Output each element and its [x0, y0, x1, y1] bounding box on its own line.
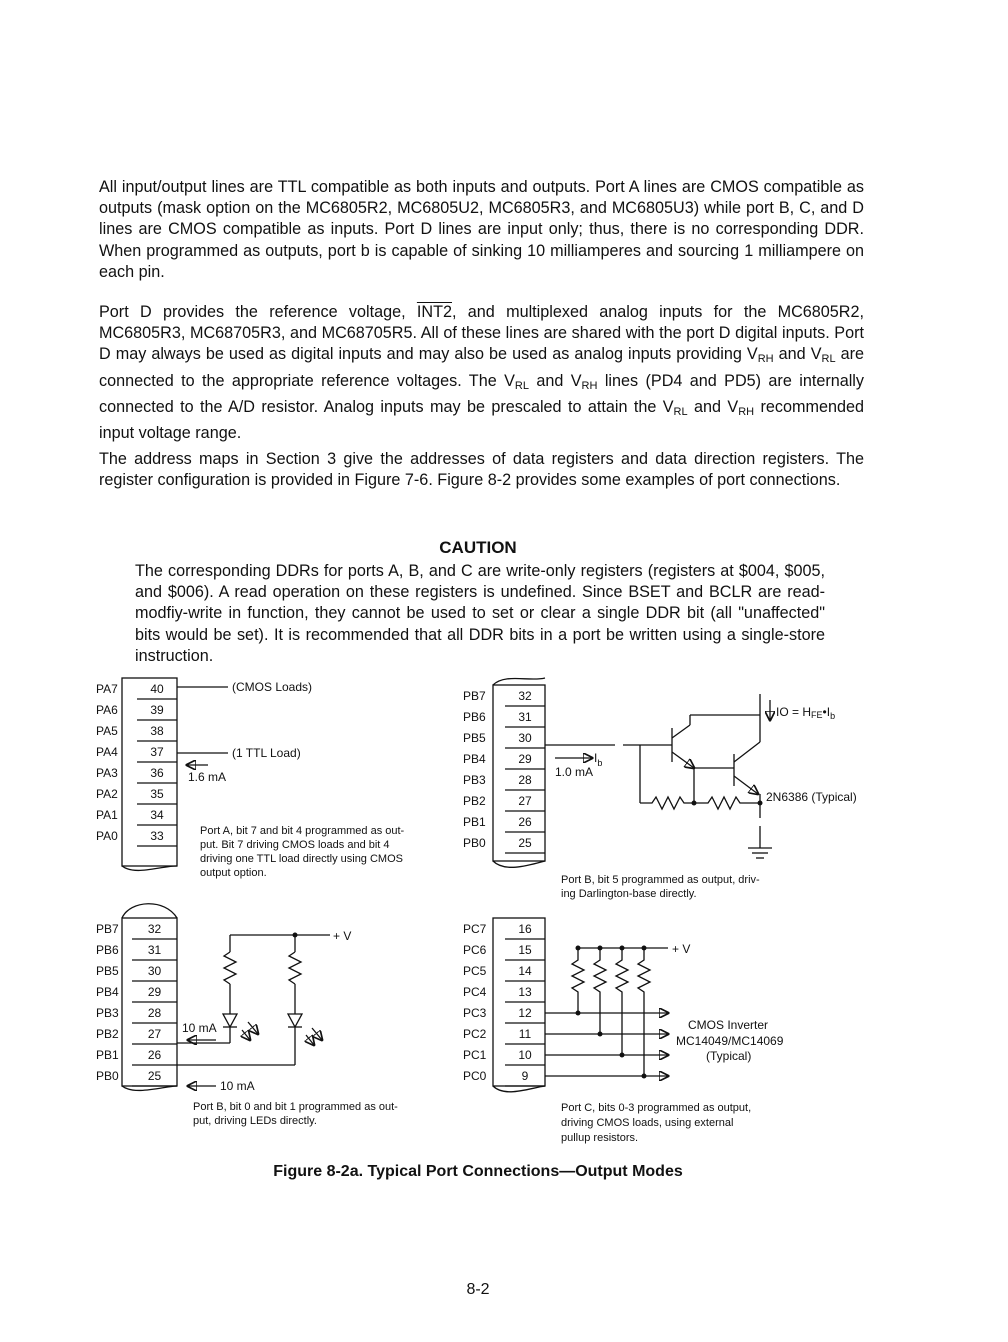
panel-port-b-leds — [96, 904, 398, 1127]
port-connections-figure — [0, 670, 1008, 1160]
port-b1-current: 1.0 mA — [555, 765, 594, 779]
pb1-pin-number: 30 — [518, 731, 532, 745]
pc-pin-number: 9 — [521, 1069, 529, 1083]
pb2-pin-number: 31 — [147, 943, 162, 957]
pc-pullup-resistor — [616, 948, 628, 1055]
pa-pin-number: 35 — [150, 787, 164, 801]
pb2-pin-number: 28 — [147, 1006, 162, 1020]
pa-port-label: PA6 — [96, 703, 118, 717]
sub-rh: RH — [581, 379, 598, 392]
pc-pullup-resistor — [572, 948, 584, 1013]
led-current-b: 10 mA — [220, 1079, 255, 1093]
pa-port-label: PA2 — [96, 787, 118, 801]
panel-c-vplus: + V — [672, 942, 691, 956]
pb1-port-label: PB7 — [463, 689, 486, 703]
pc-port-label: PC3 — [463, 1006, 487, 1020]
panel-port-c — [463, 918, 784, 1144]
led-current-a: 10 mA — [182, 1021, 217, 1035]
pb2-port-label: PB0 — [96, 1069, 119, 1083]
pa-port-label: PA3 — [96, 766, 118, 780]
inverter-label-1: CMOS Inverter — [688, 1018, 769, 1032]
pb1-port-label: PB5 — [463, 731, 486, 745]
sub-rh: RH — [738, 405, 755, 418]
pa-port-label: PA0 — [96, 829, 118, 843]
pc-pin-number: 10 — [518, 1048, 532, 1062]
pb1-port-label: PB4 — [463, 752, 486, 766]
pc-port-label: PC7 — [463, 922, 487, 936]
port-b2-note-1: Port B, bit 0 and bit 1 programmed as out- — [193, 1101, 398, 1113]
pa-port-label: PA5 — [96, 724, 118, 738]
port-a-note-2: put. Bit 7 driving CMOS loads and bit 4 — [200, 839, 390, 851]
paragraph-address-maps: The address maps in Section 3 give the addresses of data registers and data direction registers. The register configuration is provided in Figure 7-6. Figure 8-2 provides some examples of port connections. — [99, 450, 864, 490]
port-b1-note-2: ing Darlington-base directly. — [561, 888, 697, 900]
pc-port-label: PC2 — [463, 1027, 487, 1041]
panel-port-b-darlington — [463, 678, 857, 900]
pb1-pin-number: 29 — [518, 752, 532, 766]
pa-port-label: PA1 — [96, 808, 118, 822]
sub-rl: RL — [514, 379, 529, 392]
p2-text-e: and V — [528, 371, 582, 390]
page-number: 8-2 — [466, 1281, 490, 1298]
p2-text-a: Port D provides the reference voltage, — [99, 303, 417, 321]
p2-text-c: and V — [773, 345, 822, 364]
pc-pin-number: 11 — [518, 1027, 532, 1041]
pc-pullup-resistor — [638, 948, 650, 1076]
int2-signal: INT2 — [416, 303, 452, 321]
pa-pin-number: 34 — [150, 808, 164, 822]
pb1-pin-number: 28 — [518, 773, 532, 787]
p2-text-g: and V — [687, 397, 739, 416]
pa-pin-number: 37 — [150, 745, 164, 759]
p2-text-f: lines (PD4 and PD5) are internally connected to the A/D resistor. Analog inputs may be prescaled to attain the V — [99, 371, 864, 416]
pc-port-label: PC5 — [463, 964, 487, 978]
pb2-pin-number: 27 — [147, 1027, 162, 1041]
caution-text: The corresponding DDRs for ports A, B, and C are write-only registers (registers at $004, $005, and $006). A read operation on these registers is undefined. Since BSET and BCLR are read-modfiy-write in function, they cannot be used to set or clear a single DDR bit (all "unaffected" bits would be set). It is recommended that all DDR bits in a port be written using a single-store instruction. — [135, 562, 825, 665]
pb1-pin-number: 26 — [518, 815, 532, 829]
pa-pin-number: 39 — [150, 703, 164, 717]
pb1-port-label: PB1 — [463, 815, 486, 829]
pc-port-label: PC4 — [463, 985, 487, 999]
port-c-note-3: pullup resistors. — [561, 1132, 639, 1144]
pb2-pin-number: 26 — [147, 1048, 162, 1062]
port-c-note-1: Port C, bits 0-3 programmed as output, — [561, 1102, 752, 1114]
sub-rh: RH — [757, 353, 774, 366]
p2-text-b: , and multiplexed analog inputs for the MC6805R2, MC6805R3, MC68705R3, and MC68705R5. All of these lines are shared with the port D digital inputs. Port D may always be used as digital inputs and may also be used as analog inputs providing V — [99, 303, 864, 364]
pb2-port-label: PB4 — [96, 985, 119, 999]
pb1-pin-number: 31 — [518, 710, 532, 724]
port-b2-note-2: put, driving LEDs directly. — [193, 1115, 317, 1127]
pc-pullup-resistor — [594, 948, 606, 1034]
pb1-pin-number: 32 — [518, 689, 532, 703]
port-a-note-3: driving one TTL load directly using CMOS — [200, 853, 403, 865]
io-label: IO = $HFE•I_b$ — [776, 705, 836, 721]
pa-port-label: PA4 — [96, 745, 118, 759]
pb1-pin-number: 27 — [518, 794, 532, 808]
sub-rl: RL — [821, 353, 836, 366]
pa-port-label: PA7 — [96, 682, 118, 696]
pb2-port-label: PB7 — [96, 922, 119, 936]
pb2-port-label: PB1 — [96, 1048, 119, 1062]
cmos-loads-label: (CMOS Loads) — [232, 680, 313, 694]
pb1-port-label: PB2 — [463, 794, 486, 808]
pa-pin-number: 40 — [150, 682, 164, 696]
pc-pin-number: 13 — [518, 985, 532, 999]
port-a-note-4: output option. — [200, 867, 267, 879]
figure-caption: Figure 8-2a. Typical Port Connections—Output Modes — [273, 1163, 683, 1180]
pb1-port-label: PB3 — [463, 773, 486, 787]
pa-pin-number: 38 — [150, 724, 164, 738]
port-a-note-1: Port A, bit 7 and bit 4 programmed as out- — [200, 825, 405, 837]
p2-text-d: are connected to the appropriate reference voltages. The V — [99, 345, 864, 390]
pa-pin-number: 36 — [150, 766, 164, 780]
port-b1-note-1: Port B, bit 5 programmed as output, driv- — [561, 874, 760, 886]
pc-pin-number: 16 — [518, 922, 532, 936]
pb1-port-label: PB6 — [463, 710, 486, 724]
ib-label: $I_b$ — [594, 751, 603, 768]
pb2-port-label: PB6 — [96, 943, 119, 957]
pc-pin-number: 12 — [518, 1006, 532, 1020]
pb2-pin-number: 32 — [147, 922, 162, 936]
port-c-note-2: driving CMOS loads, using external — [561, 1117, 734, 1129]
pc-pin-number: 14 — [518, 964, 532, 978]
ttl-load-label: (1 TTL Load) — [232, 746, 301, 760]
pb2-pin-number: 29 — [147, 985, 162, 999]
p2-text-h: recommended input voltage range. — [99, 397, 864, 443]
pb2-pin-number: 25 — [147, 1069, 162, 1083]
caution-heading: CAUTION — [439, 538, 517, 557]
sub-rl: RL — [673, 405, 688, 418]
transistor-label: 2N6386 (Typical) — [766, 790, 857, 804]
port-a-current: 1.6 mA — [188, 770, 227, 784]
pc-port-label: PC0 — [463, 1069, 487, 1083]
pc-pin-number: 15 — [518, 943, 532, 957]
pb1-pin-number: 25 — [518, 836, 532, 850]
pb2-port-label: PB5 — [96, 964, 119, 978]
panel-b2-vplus: + V — [333, 929, 352, 943]
paragraph-port-d — [99, 302, 864, 444]
pb2-port-label: PB2 — [96, 1027, 119, 1041]
inverter-label-3: (Typical) — [706, 1049, 752, 1063]
paragraph-io-lines: All input/output lines are TTL compatible as both inputs and outputs. Port A lines are CMOS compatible as outputs (mask option on the MC6805R2, MC6805U2, MC6805R3, and MC6805U3) while port B, C, and D lines are CMOS compatible as inputs. Port D lines are input only; thus, there is no corresponding DDR. When programmed as outputs, port b is capable of sinking 10 milliamperes and sourcing 1 milliampere on each pin. — [99, 178, 864, 281]
pc-port-label: PC6 — [463, 943, 487, 957]
pb2-port-label: PB3 — [96, 1006, 119, 1020]
pc-port-label: PC1 — [463, 1048, 487, 1062]
pa-pin-number: 33 — [150, 829, 164, 843]
panel-port-a — [96, 678, 405, 879]
inverter-label-2: MC14049/MC14069 — [676, 1034, 784, 1048]
pb2-pin-number: 30 — [147, 964, 162, 978]
pb1-port-label: PB0 — [463, 836, 486, 850]
